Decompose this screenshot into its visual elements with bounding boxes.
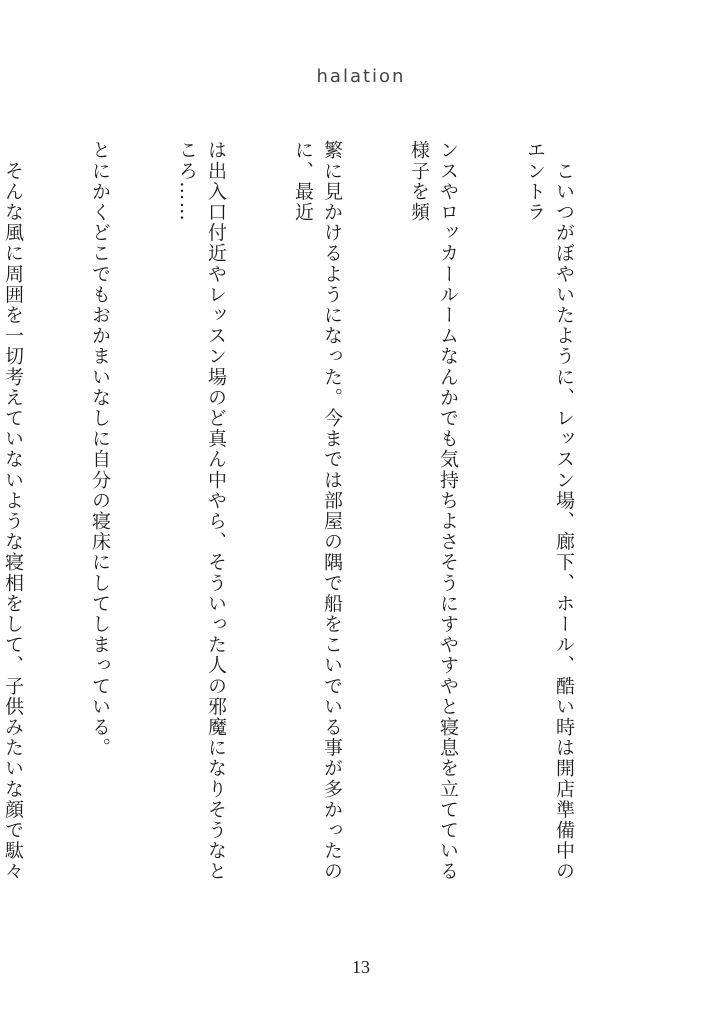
vertical-body-text (0, 140, 636, 900)
text-column: 繁に見かけるようになった。今までは部屋の隅で船をこいでいる事が多かったのに、最近 (292, 140, 343, 882)
text-column: ンスやロッカールームなんかでも気持ちよさそうにすやすやと寝息を立てている様子を頻 (408, 140, 459, 882)
text-column: こいつがぼやいたように、レッスン場、廊下、ホール、酷い時は開店準備中のエントラ (524, 140, 575, 882)
text-column: そんな風に周囲を一切考えていないような寝相をして、子供みたいな顔で駄々 (2, 160, 24, 882)
text-column: は出入口付近やレッスン場のど真ん中やら、そういった人の邪魔になりそうなところ…… (176, 140, 227, 882)
running-header-title: halation (316, 66, 406, 87)
text-column: とにかくどこでもおかまいなしに自分の寝床にしてしまっている。 (89, 140, 111, 758)
page-number: 13 (352, 957, 370, 977)
